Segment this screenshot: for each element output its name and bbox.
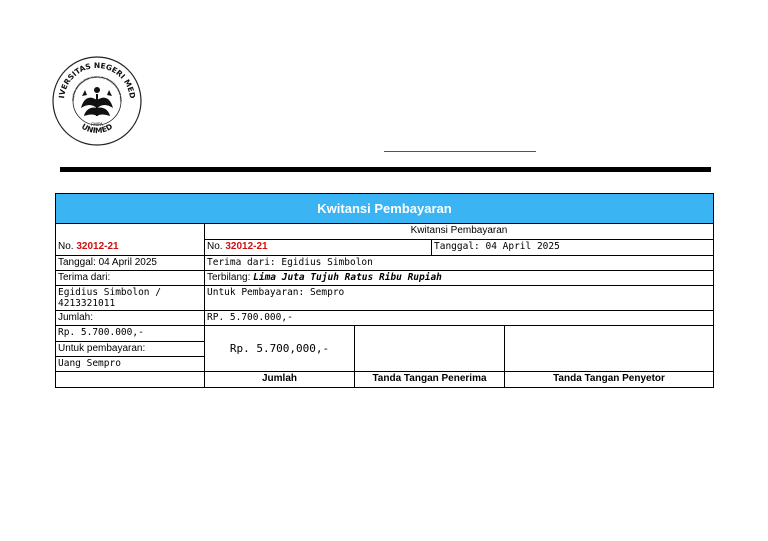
svg-text:UNIMED: UNIMED xyxy=(79,121,115,136)
payer-signature-box xyxy=(504,326,713,372)
receipt-table xyxy=(55,193,714,388)
receipt-title: Kwitansi Pembayaran xyxy=(56,194,713,224)
spelled-label: Terbilang: xyxy=(207,272,254,283)
total-label: Jumlah xyxy=(204,372,354,387)
stub-from-value: Egidius Simbolon / 4213321011 xyxy=(56,286,204,311)
svg-text:FMIPA: FMIPA xyxy=(91,122,103,127)
stub-amount-label: Jumlah: xyxy=(56,311,204,326)
main-number xyxy=(204,240,431,256)
main-number-prefix: No. xyxy=(207,241,226,252)
header-link-underline xyxy=(384,151,536,152)
stub-amount-value: Rp. 5.700.000,- xyxy=(56,326,204,342)
stub-number-prefix: No. xyxy=(58,241,77,252)
stub-purpose-label: Untuk pembayaran: xyxy=(56,342,204,357)
main-purpose: Untuk Pembayaran: Sempro xyxy=(204,286,713,311)
main-date: Tanggal: 04 April 2025 xyxy=(431,240,713,256)
stub-date: Tanggal: 04 April 2025 xyxy=(56,256,204,271)
amount-box: Rp. 5.700,000,- xyxy=(204,326,354,372)
unimed-seal-icon xyxy=(52,56,142,146)
main-spelled-amount xyxy=(204,271,713,286)
stub-number xyxy=(56,240,204,256)
receipt-subtitle: Kwitansi Pembayaran xyxy=(204,224,713,240)
main-received-from: Terima dari: Egidius Simbolon xyxy=(204,256,713,271)
receiver-signature-box xyxy=(354,326,504,372)
payer-sign-label: Tanda Tangan Penyetor xyxy=(504,372,713,387)
receiver-sign-label: Tanda Tangan Penerima xyxy=(354,372,504,387)
svg-text:UNIVERSITAS NEGERI MEDAN: IVERSITAS NEGERI MED xyxy=(57,60,137,100)
stub-number-value: 32012-21 xyxy=(76,241,119,252)
main-amount-rp: RP. 5.700.000,- xyxy=(204,311,713,326)
main-number-value: 32012-21 xyxy=(225,241,268,252)
svg-text:FAKULTAS MATEMATIKA DAN ILMU P: KULTAS MATEMATIKA DAN ILMU PENGETAHUAN ALA xyxy=(70,74,124,102)
stub-from-label: Terima dari: xyxy=(56,271,204,286)
unimed-logo xyxy=(52,56,142,146)
stub-purpose-value: Uang Sempro xyxy=(56,357,204,372)
letterhead-rule xyxy=(60,167,711,172)
spelled-value: Lima Juta Tujuh Ratus Ribu Rupiah xyxy=(253,272,442,283)
